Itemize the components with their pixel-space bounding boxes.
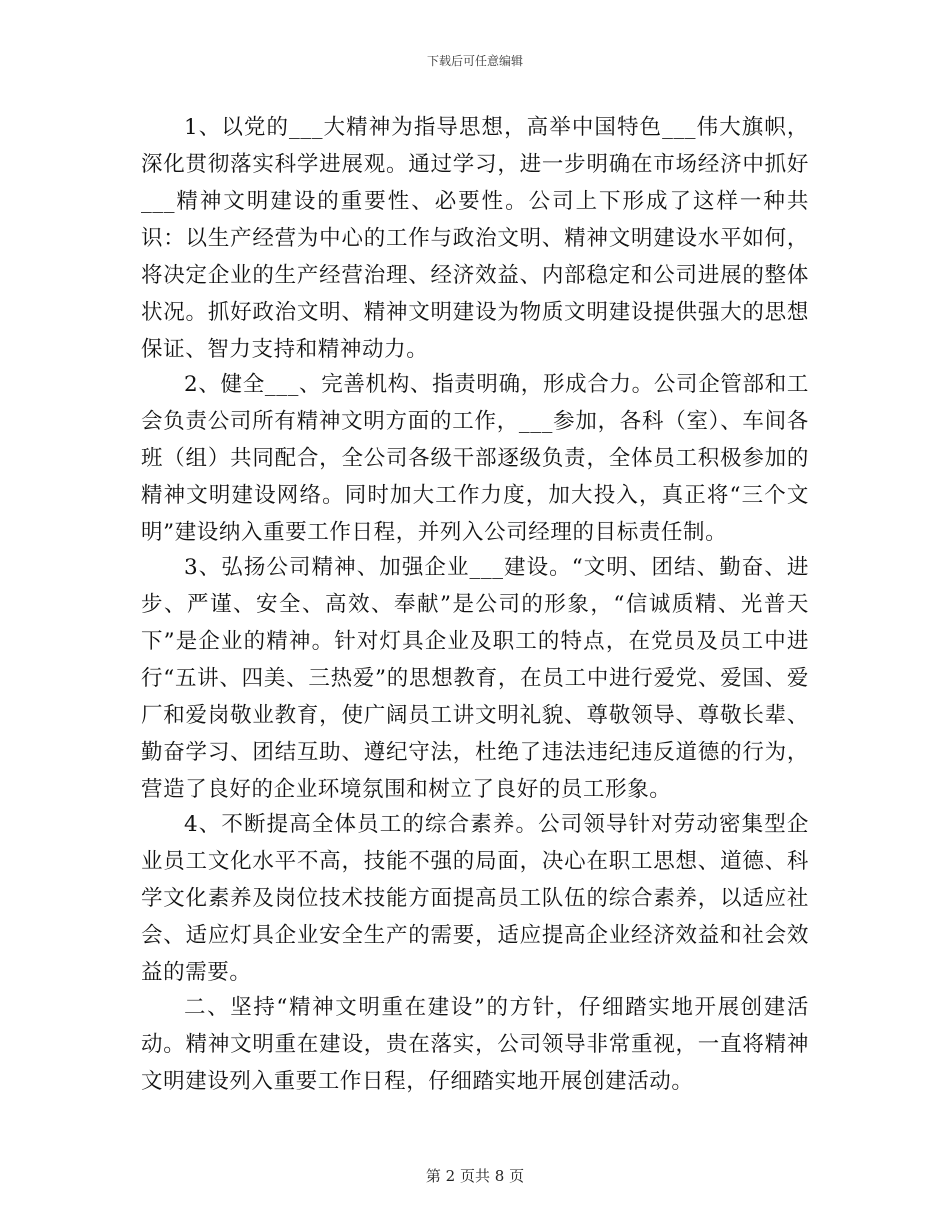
page-number: 第 2 页共 8 页 bbox=[425, 1167, 525, 1185]
paragraph-item-3: 3、弘扬公司精神、加强企业___建设。“文明、团结、勤奋、进步、严谨、安全、高效、奉献”是公司的形象，“信诚质精、光普天下”是企业的精神。针对灯具企业及职工的特点，在党员及员工中进行“五讲、四美、三热爱”的思想教育，在员工中进行爱党、爱国、爱厂和爱岗敬业教育，使广阔员工讲文明礼貌、尊敬领导、尊敬长辈、勤奋学习、团结互助、遵纪守法，杜绝了违法违纪违反道德的行为，营造了良好的企业环境氛围和树立了良好的员工形象。 bbox=[141, 555, 809, 802]
paragraph-item-4: 4、不断提高全体员工的综合素养。公司领导针对劳动密集型企业员工文化水平不高，技能不强的局面，决心在职工思想、道德、科学文化素养及岗位技术技能方面提高员工队伍的综合素养，以适应社会、适应灯具企业安全生产的需要，适应提高企业经济效益和社会效益的需要。 bbox=[141, 812, 809, 985]
paragraph-item-1: 1、以党的___大精神为指导思想，高举中国特色___伟大旗帜，深化贯彻落实科学进展观。通过学习，进一步明确在市场经济中抓好___精神文明建设的重要性、必要性。公司上下形成了这样一种共识：以生产经营为中心的工作与政治文明、精神文明建设水平如何，将决定企业的生产经营治理、经济效益、内部稳定和公司进展的整体状况。抓好政治文明、精神文明建设为物质文明建设提供强大的思想保证、智力支持和精神动力。 bbox=[141, 115, 809, 362]
page-header: 下载后可任意编辑 bbox=[426, 54, 523, 68]
document-body bbox=[141, 109, 809, 1098]
paragraph-section-2: 二、坚持“精神文明重在建设”的方针，仔细踏实地开展创建活动。精神文明重在建设，贵在落实，公司领导非常重视，一直将精神文明建设列入重要工作日程，仔细踏实地开展创建活动。 bbox=[141, 995, 809, 1094]
paragraph-item-2: 2、健全___、完善机构、指责明确，形成合力。公司企管部和工会负责公司所有精神文明方面的工作，___参加，各科（室）、车间各班（组）共同配合，全公司各级干部逐级负责，全体员工积极参加的精神文明建设网络。同时加大工作力度，加大投入，真正将“三个文明”建设纳入重要工作日程，并列入公司经理的目标责任制。 bbox=[141, 372, 809, 545]
